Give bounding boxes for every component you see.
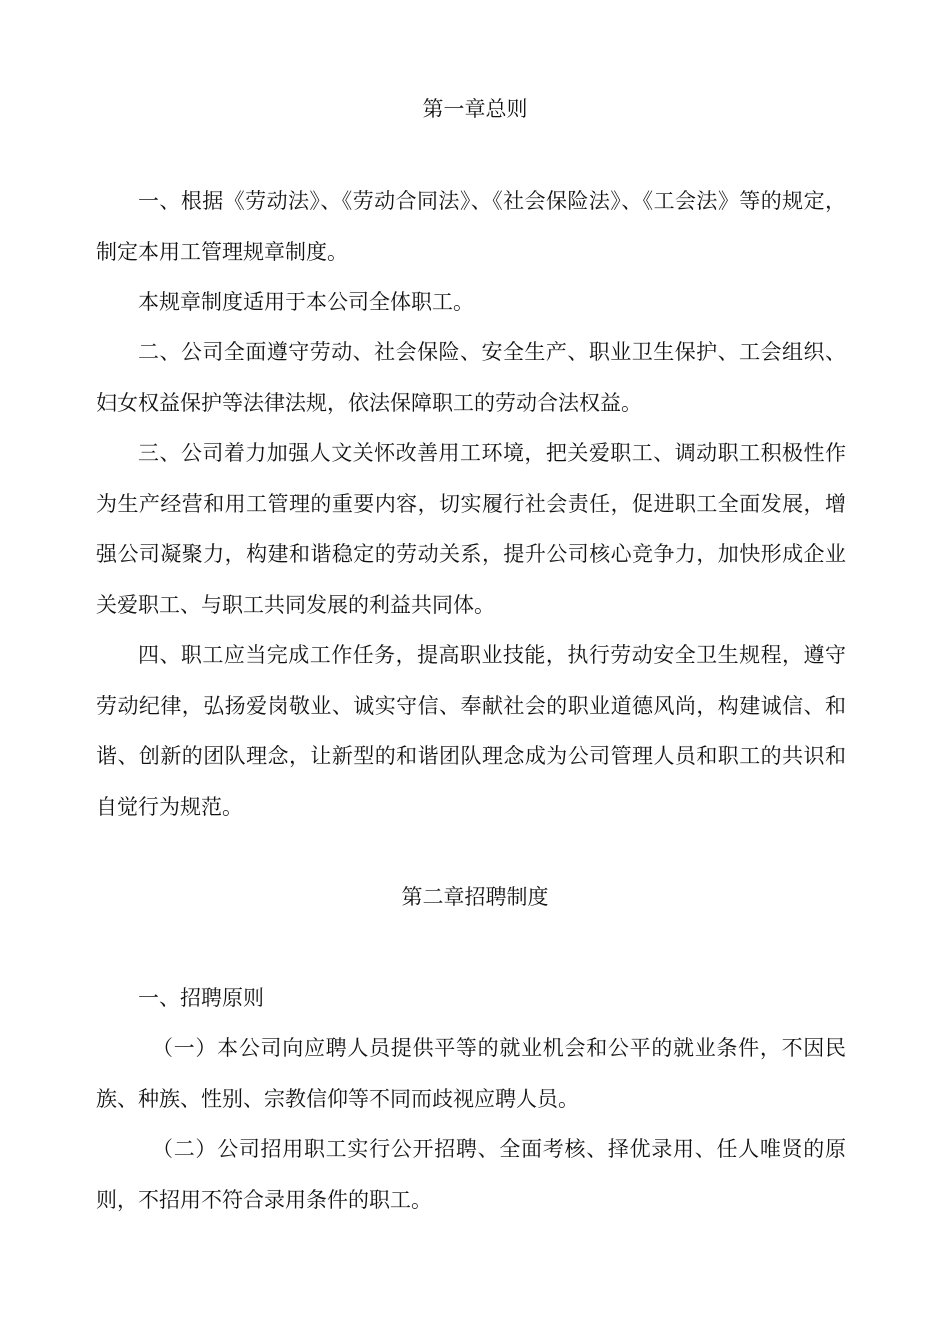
chapter-2-paragraph-2: （二）公司招用职工实行公开招聘、全面考核、择优录用、任人唯贤的原则，不招用不符合录用条件的职工。 bbox=[96, 1137, 846, 1212]
chapter-2-title: 第二章招聘制度 bbox=[401, 885, 549, 909]
chapter-2-section-heading: 一、招聘原则 bbox=[138, 986, 264, 1010]
chapter-1-paragraph-2: 本规章制度适用于本公司全体职工。 bbox=[138, 290, 474, 314]
chapter-1-paragraph-3: 二、公司全面遵守劳动、社会保险、安全生产、职业卫生保护、工会组织、妇女权益保护等法律法规，依法保障职工的劳动合法权益。 bbox=[96, 340, 846, 415]
chapter-2-paragraph-1: （一）本公司向应聘人员提供平等的就业机会和公平的就业条件，不因民族、种族、性别、宗教信仰等不同而歧视应聘人员。 bbox=[96, 1036, 846, 1111]
chapter-1-title: 第一章总则 bbox=[422, 97, 528, 121]
chapter-1-paragraph-1: 一、根据《劳动法》、《劳动合同法》、《社会保险法》、《工会法》等的规定，制定本用工管理规章制度。 bbox=[96, 189, 846, 264]
chapter-1-paragraph-5: 四、职工应当完成工作任务，提高职业技能，执行劳动安全卫生规程，遵守劳动纪律，弘扬爱岗敬业、诚实守信、奉献社会的职业道德风尚，构建诚信、和谐、创新的团队理念，让新型的和谐团队理念成为公司管理人员和职工的共识和自觉行为规范。 bbox=[96, 643, 846, 819]
chapter-1-paragraph-4: 三、公司着力加强人文关怀改善用工环境，把关爱职工、调动职工积极性作为生产经营和用工管理的重要内容，切实履行社会责任，促进职工全面发展，增强公司凝聚力，构建和谐稳定的劳动关系，提升公司核心竞争力，加快形成企业关爱职工、与职工共同发展的利益共同体。 bbox=[96, 441, 846, 617]
